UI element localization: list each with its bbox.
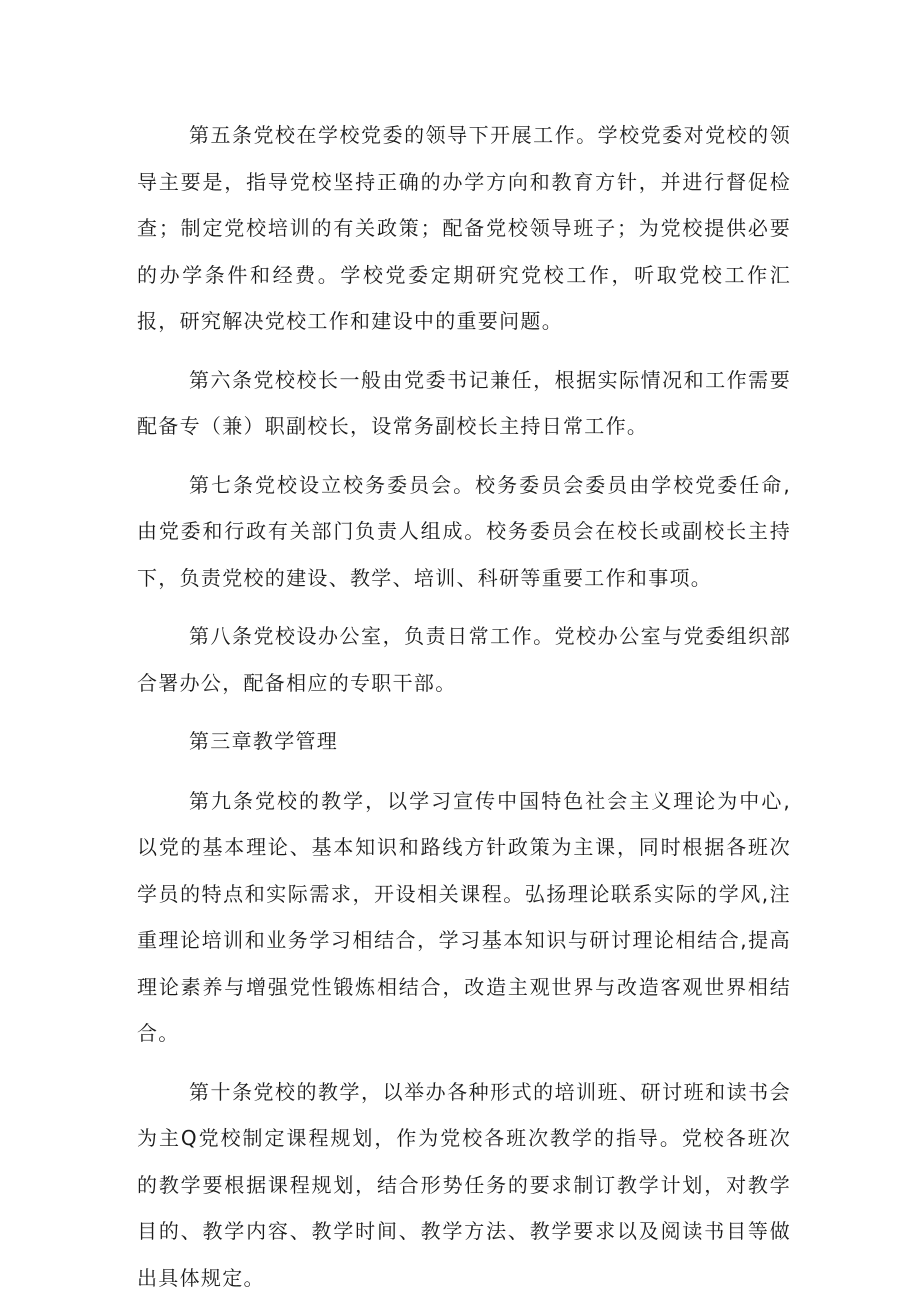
article-9-paragraph: 第九条党校的教学，以学习宣传中国特色社会主义理论为中心,以党的基本理论、基本知识和路线方针政策为主课，同时根据各班次学员的特点和实际需求，开设相关课程。弘扬理论联系实际的学风,注重理论培训和业务学习相结合，学习基本知识与研讨理论相结合,提高理论素养与增强党性锻炼相结合，改造主观世界与改造客观世界相结合。 [137,788,791,1045]
article-10-paragraph: 第十条党校的教学，以举办各种形式的培训班、研讨班和读书会为主Q党校制定课程规划，作为党校各班次教学的指导。党校各班次的教学要根据课程规划，结合形势任务的要求制订教学计划，对教学目的、教学内容、教学时间、教学方法、教学要求以及阅读书目等做出具体规定。 [137,1079,791,1290]
article-5-paragraph: 第五条党校在学校党委的领导下开展工作。学校党委对党校的领导主要是，指导党校坚持正确的办学方向和教育方针，并进行督促检查；制定党校培训的有关政策；配备党校领导班子；为党校提供必要的办学条件和经费。学校党委定期研究党校工作，听取党校工作汇报，研究解决党校工作和建设中的重要问题。 [137,123,791,333]
article-7-paragraph: 第七条党校设立校务委员会。校务委员会委员由学校党委任命,由党委和行政有关部门负责人组成。校务委员会在校长或副校长主持下，负责党校的建设、教学、培训、科研等重要工作和事项。 [137,472,791,590]
article-6-paragraph: 第六条党校校长一般由党委书记兼任，根据实际情况和工作需要配备专（兼）职副校长，设常务副校长主持日常工作。 [137,367,791,438]
article-8-paragraph: 第八条党校设办公室，负责日常工作。党校办公室与党委组织部合署办公，配备相应的专职干部。 [137,624,791,695]
chapter-3-heading: 第三章教学管理 [189,729,339,753]
document-body [137,112,791,1313]
